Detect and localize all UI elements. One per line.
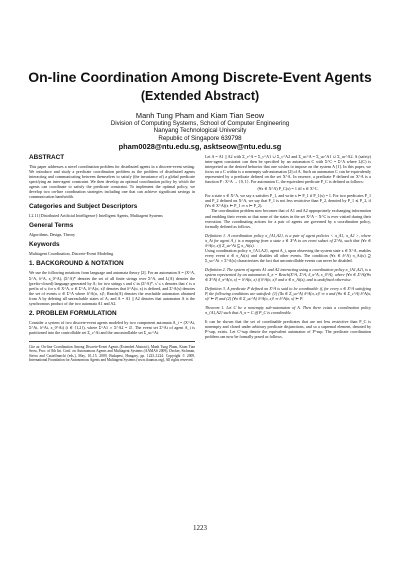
section-1-text: We use the following notations from language and automata theory [2]. For an automaton A = (X^A, Σ^A, δ^A, x_0^A), (Σ^A)* denotes the set of all finite strings over Σ^A, and L(A) denotes the (prefix-closed) language generated by A; for two strings s and s' in (Σ^A)*, s' ≤ s denotes that s' is a prefix of s; for x ∈ X^A, σ ∈ Σ^A, δ^A(σ, x)! denotes that δ^A(σ, x) is defined, and Σ^A(x) denotes the set of events σ ∈ Σ^A where δ^A(σ, x)!; Reach(A) denotes the reachable automaton obtained from A by deleting all unreachable states of A; and A = A1 || A2 denotes that automaton A is the synchronous product of the two automata A1 and A2. (29, 270, 195, 306)
author-block (40, 111, 360, 151)
affiliation-line-3: Republic of Singapore 639798 (158, 134, 242, 142)
definition-2: Definition 2. The system of agents A1 and A2 interacting using a coordination policy π_{A1,A2}, is a system represented by an automaton A_π = Reach(X^A, Σ^A, δ_π^A, x_0^A), where (∀σ ∈ Σ^A)(∀x ∈ X^A) δ_π^A(σ, x) = δ^A(σ, x) if δ^A(σ, x)! and σ ∈ π_Ai(x), and is undefined otherwise. (205, 266, 371, 283)
paper-title: On-line Coordination Among Discrete-Event Agents (28, 69, 372, 85)
definition-1: Definition 1. A coordination policy π_{A1,A2}, is a pair of agent policies < π_A1, π_A2 >, where π_Ai for agent A_i is a mapping from a state x ∈ X^A to an event subset of Σ^Ai, such that (∀x ∈ δ^A(σ, x)) Σ_uc^Ai ⊆ π_Ai(x). (205, 232, 371, 248)
categories-heading: Categories and Subject Descriptors (29, 203, 138, 211)
right-paragraph-3: The coordination problem now becomes that of A1 and A2 appropriately exchanging information and enabling their events so that none of the states in the set X^A − X^C is ever visited during their execution. The coordinating actions for a pair of agents are governed by a coordination policy, formally defined as follows. (205, 208, 371, 229)
keywords-heading: Keywords (29, 241, 60, 249)
abstract-text: This paper addresses a novel coordination problem for distributed agents in a discrete-event setting. We introduce and study a predicate coordination problem as the problem of distributed agents interacting and communicating between themselves to satisfy (the invariance of) a global predicate specifying an inter-agent constraint. We then develop an optimal coordination policy by which the agents can coordinate to satisfy the predicate constraint. To implement the optimal policy, we develop two on-line coordination strategies including one that can achieve significant savings in communication bandwidth. (29, 164, 195, 200)
predicate-formula: (∀x ∈ X^A) P_C(x) = 1 iff x ∈ X^C. (257, 186, 319, 192)
affiliation-line-1: Division of Computing Systems, School of Computer Engineering (110, 120, 290, 127)
abstract-heading: ABSTRACT (29, 154, 65, 161)
right-paragraph-2: For a state x ∈ X^A, we say x satisfies P_1, and write x ⊨ P_1 if P_1(x) = 1. For two predicates P_1 and P_2 defined on X^A, we say that P_1 is not less restrictive than P_2, denoted by P_1 ≼ P_2, if (∀x ∈ X^A)(x ⊨ P_1 ⇒ x ⊨ P_2). (205, 193, 371, 209)
left-column (29, 154, 195, 363)
page-number: 1223 (193, 524, 207, 532)
section-2-text: Consider a system of two discrete-event agents modeled by two component automata A_i = (X^Ai, Σ^Ai, δ^Ai, x_0^Ai) (i ∈ {1,2}), where Σ^A1 ∩ Σ^A2 = ∅. The event set Σ^Ai of agent A_i is partitioned into the controllable set Σ_c^Ai and the uncontrollable set Σ_uc^Ai. (29, 319, 195, 335)
paper-subtitle: (Extended Abstract) (140, 89, 260, 103)
author-names: Manh Tung Pham and Kiam Tian Seow (135, 111, 265, 120)
right-paragraph-4: Using coordination policy π_{A1,A2}, agent A_i, upon observing the system state x ∈ X^A, enables every event σ ∈ π_Ai(x) and disables all other events. The condition (∀x ∈ δ^A) π_Ai(x) ⊇ Σ_uc^Ai ∩ Σ^A(x) characterizes the fact that uncontrollable events can never be disabled. (205, 247, 371, 263)
categories-text: I.2.11 [Distributed Artificial Intelligence]: Intelligent Agents, Multiagent Systems (29, 213, 163, 219)
theorem-1: Theorem 1. Let C be a nonempty sub-automaton of A. Then there exists a coordination policy π_{A1,A2} such that A_π = C iff P_C is coordinable. (205, 305, 371, 316)
right-paragraph-5: It can be shown that the set of coordinable predicates that are not less restrictive than P_C is nonempty and closed under arbitrary predicate disjunctions, and so a supremal element, denoted by P^sup, exists. Let C^sup denote the equivalent automaton of P^sup. The predicate coordination problem can now be formally posed as follows. (205, 319, 371, 340)
right-column (205, 154, 371, 340)
right-paragraph-1: Let A = A1 || A2 with Σ_c^A = Σ_c^A1 ∪ Σ_c^A2 and Σ_uc^A = Σ_uc^A1 ∪ Σ_uc^A2. A (safety) inter-agent constraint can then be specified by an automaton C with Σ^C = Σ^A where L(C) is interpreted as the desired behavior that one wishes to impose on the system A [1]. In this paper, we focus on a C within is a nonempty sub-automaton [2] of A. Such an automaton C can be equivalently represented by a predicate defined on the set X^A. In essence, a predicate P defined on X^A is a function P : X^A → {0, 1}. For automaton C, the equivalent predicate P_C is defined as follows: (205, 154, 371, 185)
definition-3: Definition 3. A predicate P defined on X^A is said to be coordinable if, for every x ∈ X^A satisfying P, the following conditions are satisfied: (1) (∃x ∈ Σ_uc^A) δ^A(σ, x)! ⇒ σ and (∀σ ∈ Σ_c^A) δ^A(σ, x)! ⊨ P, and (2) (∀σ ∈ Σ_uc^A) δ^A(σ, x)! ⇒ δ^A(σ, x) ⊨ P. (205, 286, 371, 302)
section-2-heading: 2. PROBLEM FORMULATION (29, 309, 117, 317)
citation-footnote: Cite as: On-line Coordination Among Discrete-Event Agents (Extended Abstract), Manh Tung Pham, Kiam Tian Seow, Proc. of 8th Int. Conf. on Autonomous Agents and Multiagent Systems (AAMAS 2009), Decker, Sichman, Sierra and Castelfranchi (eds.), May, 10–15, 2009, Budapest, Hungary, pp. 1223–1224. Copyright © 2009, International Foundation for Autonomous Agents and Multiagent Systems (www.ifaamas.org), All rights reserved. (29, 341, 195, 363)
affiliation-line-2: Nanyang Technological University (153, 127, 247, 135)
author-emails: pham0028@ntu.edu.sg, asktseow@ntu.edu.sg (118, 142, 282, 152)
terms-heading: General Terms (29, 222, 74, 230)
keywords-text: Multiagent Coordination, Discrete-Event Modeling (29, 251, 114, 257)
section-1-heading: 1. BACKGROUND & NOTATION (29, 260, 124, 268)
terms-text: Algorithms, Design, Theory (29, 232, 76, 238)
